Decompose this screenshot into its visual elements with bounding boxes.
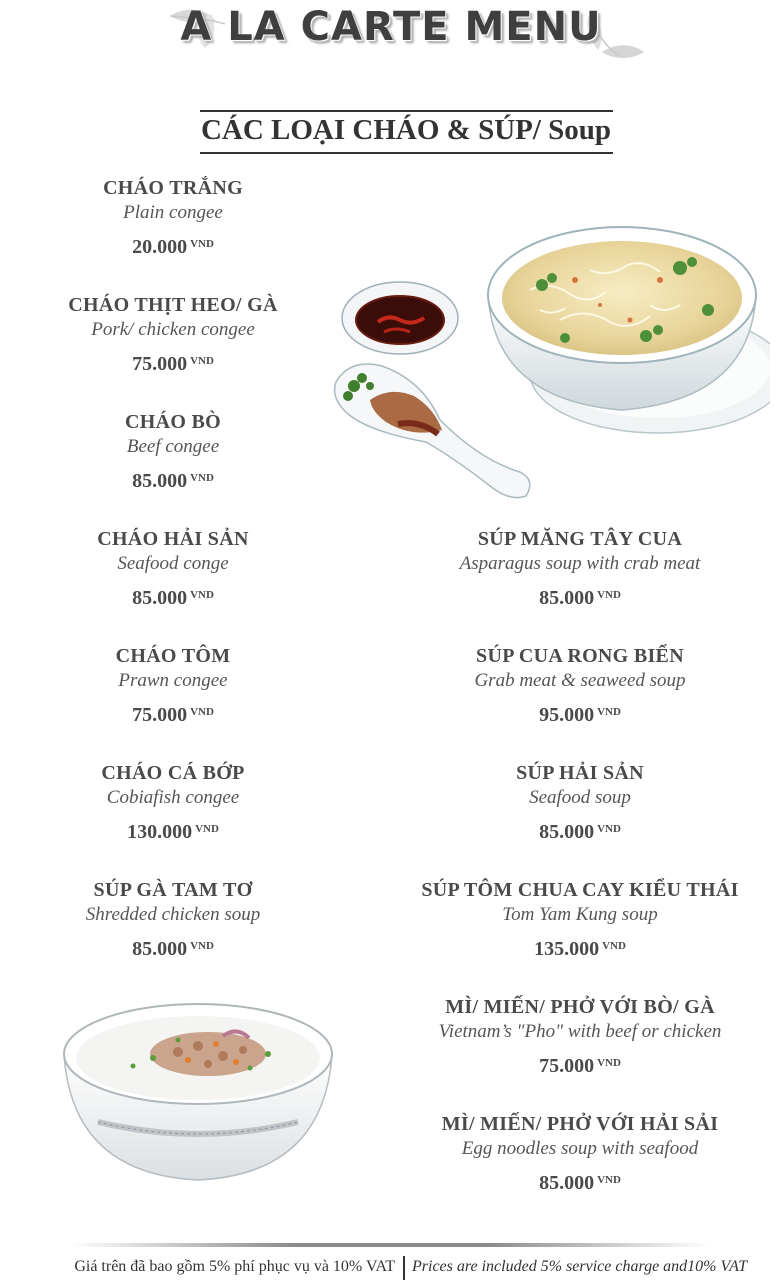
item-name-vn: CHÁO THỊT HEO/ GÀ <box>68 294 278 316</box>
footer-divider-line <box>70 1243 710 1247</box>
menu-item <box>15 644 331 727</box>
menu-item <box>15 410 331 493</box>
item-name-vn: CHÁO TRẮNG <box>103 177 243 199</box>
congee-bowl-image <box>58 996 338 1186</box>
menu-item <box>390 527 770 610</box>
item-price: 130.000 $^{VND}$ <box>127 821 219 843</box>
footer-note-vn: Giá trên đã bao gồm 5% phí phục vụ và 10% VAT <box>74 1258 395 1275</box>
item-name-en: Beef congee <box>126 436 220 457</box>
item-price: 85.000 $^{VND}$ <box>132 587 214 609</box>
section-title: CÁC LOẠI CHÁO & SÚP/ Soup <box>200 114 612 146</box>
item-price: 95.000 $^{VND}$ <box>539 704 621 726</box>
footer-separator <box>403 1256 405 1280</box>
item-name-vn: CHÁO BÒ <box>125 411 221 433</box>
item-name-en: Cobiafish congee <box>106 787 240 808</box>
item-price: 75.000 $^{VND}$ <box>132 704 214 726</box>
item-name-en: Tom Yam Kung soup <box>502 904 658 925</box>
item-price: 20.000 $^{VND}$ <box>132 236 214 258</box>
item-name-vn: CHÁO CÁ BỚP <box>101 762 245 784</box>
item-price: 85.000 $^{VND}$ <box>132 470 214 492</box>
menu-item <box>390 995 770 1078</box>
item-name-vn: SÚP CUA RONG BIỂN <box>476 645 684 667</box>
item-name-en: Asparagus soup with crab meat <box>459 553 701 574</box>
item-name-vn: SÚP GÀ TAM TƠ <box>93 879 253 901</box>
item-name-en: Plain congee <box>123 202 223 223</box>
menu-item <box>15 878 331 961</box>
item-name-vn: CHÁO TÔM <box>115 645 231 667</box>
item-name-vn: SÚP MĂNG TÂY CUA <box>477 528 683 550</box>
crab-soup-bowl-image <box>330 210 770 505</box>
item-name-en: Grab meat & seaweed soup <box>474 670 686 691</box>
item-name-vn: CHÁO HẢI SẢN <box>97 528 249 550</box>
item-price: 85.000 $^{VND}$ <box>539 587 621 609</box>
item-price: 75.000 $^{VND}$ <box>132 353 214 375</box>
item-name-en: Pork/ chicken congee <box>91 319 255 340</box>
item-price: 135.000 $^{VND}$ <box>534 938 626 960</box>
menu-item <box>15 293 331 376</box>
section-rule-top <box>200 110 613 112</box>
item-price: 75.000 $^{VND}$ <box>539 1055 621 1077</box>
item-name-en: Vietnam’s "Pho" with beef or chicken <box>438 1021 722 1042</box>
menu-item <box>390 878 770 961</box>
item-name-vn: SÚP HẢI SẢN <box>516 762 644 784</box>
item-price: 85.000 $^{VND}$ <box>132 938 214 960</box>
item-name-en: Seafood conge <box>117 553 229 574</box>
item-name-en: Seafood soup <box>529 787 631 808</box>
section-rule-bottom <box>200 152 613 154</box>
menu-item <box>15 761 331 844</box>
footer-note-en: Prices are included 5% service charge and10% VAT <box>412 1258 748 1275</box>
item-name-vn: MÌ/ MIẾN/ PHỞ VỚI HẢI SẢI <box>441 1113 719 1135</box>
menu-item <box>15 527 331 610</box>
menu-item <box>390 1112 770 1195</box>
item-name-en: Egg noodles soup with seafood <box>461 1138 699 1159</box>
menu-item <box>15 176 331 259</box>
item-name-en: Shredded chicken soup <box>85 904 261 925</box>
item-name-vn: MÌ/ MIẾN/ PHỞ VỚI BÒ/ GÀ <box>445 996 715 1018</box>
item-name-vn: SÚP TÔM CHUA CAY KIỂU THÁI <box>421 879 739 901</box>
item-price: 85.000 $^{VND}$ <box>539 1172 621 1194</box>
item-price: 85.000 $^{VND}$ <box>539 821 621 843</box>
item-name-en: Prawn congee <box>118 670 228 691</box>
menu-title: A LA CARTE MENU <box>180 4 602 50</box>
menu-item <box>390 761 770 844</box>
menu-item <box>390 644 770 727</box>
